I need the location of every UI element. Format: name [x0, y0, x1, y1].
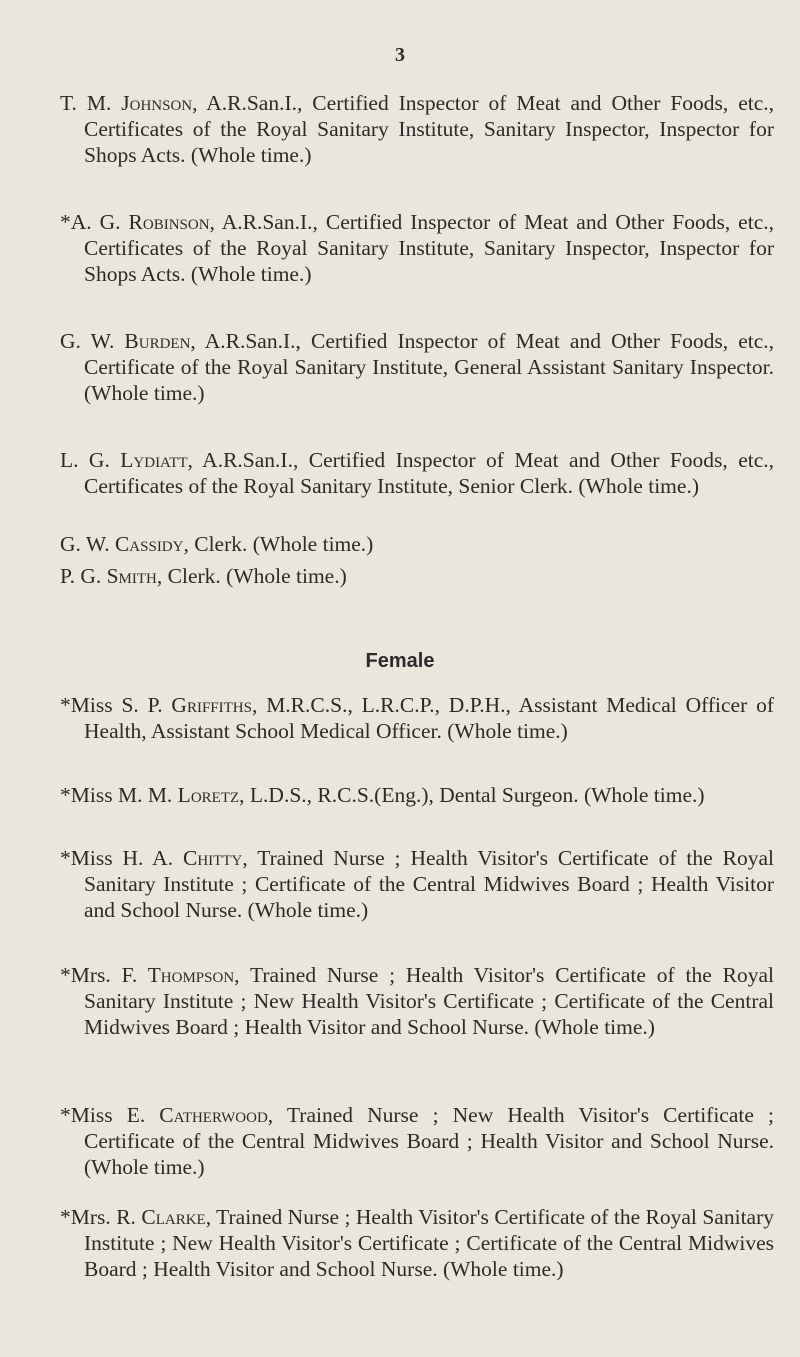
entry-name: G. W. Cassidy,	[60, 532, 189, 556]
entry-description: A.R.San.I., Certified Inspector of Meat and Other Foods, etc., Certificates of the Royal Sanitary Institute, Sanitary Inspector, Inspector for Shops Acts. (Whole time.)	[84, 210, 774, 286]
entry-description: M.R.C.S., L.R.C.P., D.P.H., Assistant Medical Officer of Health, Assistant School Medical Officer. (Whole time.)	[84, 693, 775, 743]
entry-name: P. G. Smith,	[60, 564, 163, 588]
entry-description: Trained Nurse ; Health Visitor's Certificate of the Royal Sanitary Institute ; New Health Visitor's Certificate ; Certificate of the Central Midwives Board ; Health Visitor and School Nurse. (Whole time.)	[84, 963, 774, 1039]
entry-description: Trained Nurse ; Health Visitor's Certificate of the Royal Sanitary Institute ; Certificate of the Central Midwives Board ; Health Visitor and School Nurse. (Whole time.)	[84, 846, 774, 922]
staff-entry	[60, 692, 774, 744]
entry-description: A.R.San.I., Certified Inspector of Meat and Other Foods, etc., Certificates of the Royal Sanitary Institute, Sanitary Inspector, Inspector for Shops Acts. (Whole time.)	[84, 91, 774, 167]
entry-description: Trained Nurse ; Health Visitor's Certificate of the Royal Sanitary Institute ; New Health Visitor's Certificate ; Certificate of the Central Midwives Board ; Health Visitor and School Nurse. (Whole time.)	[84, 1205, 774, 1281]
entry-description: Trained Nurse ; New Health Visitor's Certificate ; Certificate of the Central Midwives Board ; Health Visitor and School Nurse. (Whole time.)	[84, 1103, 774, 1179]
page-number: 3	[395, 44, 405, 66]
entry-prefix: *Miss	[60, 846, 123, 870]
staff-entry	[60, 209, 774, 287]
entry-name: T. M. Johnson,	[60, 91, 198, 115]
staff-entry	[60, 782, 774, 808]
entry-name: E. Catherwood,	[126, 1103, 274, 1127]
entry-prefix: *Mrs.	[60, 963, 122, 987]
staff-entry	[60, 1204, 774, 1282]
staff-entry	[60, 845, 774, 923]
entry-name: H. A. Chitty,	[122, 846, 248, 870]
entry-name: M. M. Loretz,	[117, 783, 245, 807]
entry-prefix: *Miss	[60, 783, 118, 807]
entry-prefix: *Mrs.	[60, 1205, 117, 1229]
entry-name: S. P. Griffiths,	[121, 693, 258, 717]
entry-description: Clerk. (Whole time.)	[162, 564, 347, 588]
entry-name: R. Clarke,	[116, 1205, 212, 1229]
entry-description: L.D.S., R.C.S.(Eng.), Dental Surgeon. (Whole time.)	[244, 783, 705, 807]
entry-description: A.R.San.I., Certified Inspector of Meat and Other Foods, etc., Certificate of the Royal Sanitary Institute, General Assistant Sanitary Inspector. (Whole time.)	[84, 329, 774, 405]
entry-name: G. W. Burden,	[60, 329, 196, 353]
entry-name: L. G. Lydiatt,	[60, 448, 193, 472]
section-heading: Female	[365, 650, 435, 672]
staff-entry	[60, 447, 774, 499]
staff-entry	[60, 90, 774, 168]
entry-description: Clerk. (Whole time.)	[188, 532, 374, 556]
staff-entry	[60, 1102, 774, 1180]
entry-name: F. Thompson,	[121, 963, 240, 987]
entry-description: A.R.San.I., Certified Inspector of Meat and Other Foods, etc., Certificates of the Royal Sanitary Institute, Senior Clerk. (Whole time.)	[84, 448, 774, 498]
staff-entry	[60, 531, 774, 557]
entry-name: A. G. Robinson,	[70, 210, 215, 234]
entry-prefix: *Miss	[60, 693, 122, 717]
staff-entry	[60, 962, 774, 1040]
entry-prefix: *Miss	[60, 1103, 127, 1127]
entry-prefix: *	[60, 210, 71, 234]
staff-entry	[60, 563, 774, 589]
staff-entry	[60, 328, 774, 406]
